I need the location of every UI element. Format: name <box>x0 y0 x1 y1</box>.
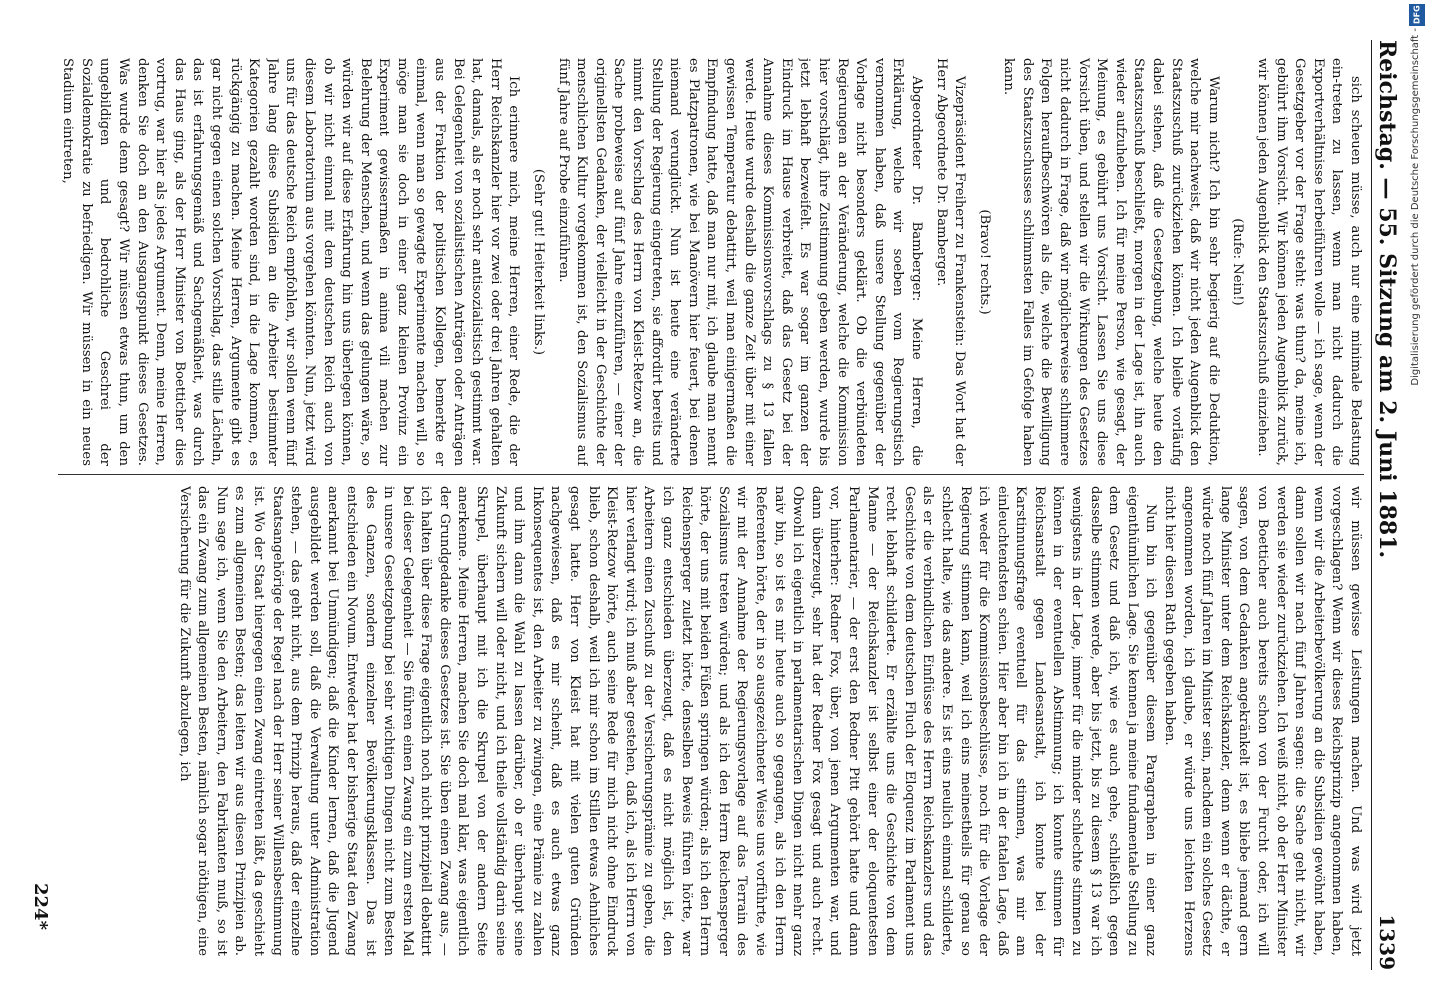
digitization-sidebar <box>1402 0 1432 1000</box>
digitization-note: Digitalisierung gefördert durch die Deutsche Forschungsgemeinschaft - <box>1410 28 1421 386</box>
left-interjection-3: (Sehr gut! Heiterkeit links.) <box>531 168 547 356</box>
left-paragraph-2: Warum nicht? Ich bin sehr begierig auf die Deduktion, welche mir nachweist, daß wir nicht jeden Augenblick den Staatszuschuß zurückziehen können. Ich bleibe vorläufig dabei stehen, daß die Gesetzgebung, welche heute den Staatszuschuß beschließt, morgen in der Lage ist, ihn auch wieder aufzuheben. Ich für meine Person, wie gesagt, der Meinung, es gebührt uns Vorsicht. Lassen Sie uns diese Vorsicht üben, und stellen wir die Wirkungen des Gesetzes nicht dadurch in Frage, daß wir möglicherweise schlimmere Folgen heraufbeschwören als die, welche die Bewilligung des Staatszuschusses schlimmsten Falles im Gefolge haben kann. <box>1001 58 1221 466</box>
page-signature-mark: 224* <box>30 883 51 930</box>
left-column <box>58 58 1364 466</box>
page-header-title: Reichstag. — 55. Sitzung am 2. Juni 1881. <box>1374 40 1400 559</box>
left-paragraph-1: sich scheuen müsse, auch nur eine minimale Belastung ein-treten zu lassen, wenn man nicht dadurch die Exportverhältnisse herbeiführen wolle — ich sage, wenn der Gesetzgeber vor der Frage steht: was thun? da, meine ich, gebührt ihm Vorsicht. Wir können jeden Augenblick zurück, wir können jeden Augenblick den Staatszuschuß einziehen. <box>1255 58 1363 466</box>
page-header <box>1371 40 1402 970</box>
left-paragraph-4: Ich erinnere mich, meine Herren, einer Rede, die der Herr Reichskanzler hier vor zwei oder drei Jahren gehalten hat, damals, als er noch sehr antisozialistisch gestimmt war. Bei Gelegenheit von sozialistischen Anträgen oder Anträgen aus der Fraktion der politischen Kollegen, bemerkte er einmal, wenn man so gewagte Experimente machen will, so möge man sie doch in einer ganz kleinen Provinz ein Experiment gewissermaßen in anima vili machen zur Belehrung der Menschen, und wenn das gelungen wäre, so würden wir auf diese Erfahrung hin uns überlegen können, ob wir nicht einmal mit dem deutschen Reich auch von diesem Laboratorium aus vorgehen könnten. Nun, jetzt wird uns für das deutsche Reich empfohlen, wir sollen wenn fünf Jahre lang diese Subsidien an die Arbeiter bestimmter Kategorien gezahlt worden sind, in die Lage kommen, es rückgängig zu machen. Meine Herren, Argumente gibt es gar nicht gegen einen solchen Vorschlag, das stille Lächeln, das ist erfahrungsgemäß und Sachgemäßheit, was durch das Haus ging, als der Herr Minister von Boetticher dies vortrug, war hier als jedes Argument. Denn, meine Herren, denken Sie doch an den Ausgangspunkt dieses Gesetzes. Was wurde denn gesagt? Wir müssen etwas thun, um den ungebildigen und bedrohliche Geschrei der Sozialdemokratie zu befriedigen. Wir müssen in ein neues Stadium eintreten, <box>60 58 522 466</box>
right-paragraph-1: wir müssen gewisse Leistungen machen. Und was wird jetzt vorgeschlagen? Wenn wir dieses Reichsprinzip angenommen haben, wenn wir die Arbeiterbevölkerung an die Subsidien gewöhnt haben, dann sollen wir nach fünf Jahren sagen: die Sache geht nicht, wir werden sie wieder zurückziehen. Ich weiß nicht, ob der Herr Minister von Boetticher auch bereits schon von der Furcht oder, ich will sagen, von dem Gedanken angekränkelt ist, es bliebe jemand gern lange Minister unter dem Reichskanzler, denn wenn er dächte, er würde noch fünf Jahren im Minister sein, nachdem ein solches Gesetz angenommen worden, ich glaube, er würde uns leichten Herzens nicht hier diesen Rath gegeben haben. <box>1162 486 1363 956</box>
column-divider <box>58 474 1364 475</box>
dfg-logo: DFG <box>1409 4 1425 26</box>
right-paragraph-2: Nun bin ich gegenüber diesem Paragraphen in einer ganz eigenthümlichen Lage. Sie kennen ja meine fundamentale Stellung zu dem Gesetz und daß ich, wie es auch gehe, schließlich gegen dasselbe stimmen werde, aber bis jetzt, bis zu diesem § 13 war ich wenigstens in der Lage, immer für die minder schlechte stimmen zu können in der eventuellen Abstimmung; ich konnte stimmen für Reichsanstalt gegen Landesanstalt, ich konnte bei der Karstinnungsfrage eventuell für das stimmen, was mir am einleuchtendsten schien. Hier aber bin ich in der fatalen Lage, daß ich weder für die Kommissionsbeschlüsse, noch für die Vorlage der Regierung stimmen kann, weil ich eins meinestheils für genau so schlecht halte, wie das andere. Es ist eins neulich einmal schilderte, als er die verbindlichen Einflüsse des Herrn Reichskanzlers und das Geschichte von dem deutschen Fluch der Eloquenz im Parlament uns recht lebhaft schilderte. Er erzählte uns die Geschichte von dem Manne — der Reichskanzler ist selbst einer der eloquentesten Parlamentarier, — der erst den Redner Pitt gehört hatte und dann vor, hinterher: Redner Fox, über, von jenen Argumenten war, und dann überzeugt, sehr hat der Redner Fox gesagt und auch recht. Obwohl ich eigentlich in parlamentarischen Dingen nicht mehr ganz naiv bin, so ist es mir heute auch so gegangen, als ich den Herrn Referenten hörte, der in so ausgezeichneter Weise uns vorführte, wie wir mit der Annahme der Regierungsvorlage auf das Terrain des Sozialismus treten würden; und als ich den Herrn Reichensperger hörte, der uns mit beiden Füßen springen würden; als ich den Herrn Reichensperger zuletzt hörte, denselben Beweis führen hörte, war ich ganz entschieden überzeugt, daß es nicht möglich ist, den Arbeitern einen Zuschuß zu der Versicherungsprämie zu geben, die hier verlangt wird; ich muß aber gestehen, daß ich, als ich Herrn von Kleist-Retzow hörte, auch seine Rede für mich nicht ohne Eindruck blieb, schon deshalb, weil ich mir schon im Stillen etwas Aehnliches gesagt hatte. Herr von Kleist hat mit vielen guten Gründen nachgewiesen, daß es mir scheint, daß es auch etwas ganz Inkonsequentes ist, den Arbeiter zu zwingen, eine Prämie zu zahlen und ihm dann die Wahl zu lassen darüber, ob er überhaupt seine Zukunft sichern will oder nicht, und ich theile vollständig darin seine Skrupel, überhaupt mit ich die Skrupel von der andern Seite anerkenne. Meine Herren, machen Sie doch mal klar, was eigentlich der Grundgedanke dieses Gesetzes ist. Sie üben einen Zwang aus, — ich halten über diese Frage eigentlich noch nicht prinzipiell debattirt bei dieser Gelegenheit — Sie führen einen Zwang ein zum ersten Mal in unsere Gesetzgebung bei sehr wichtigen Dingen nicht zum Besten des Ganzen, sondern einzelner Bevölkerungsklassen. Das ist entschieden ein Novum. Entweder hat der bisherige Staat den Zwang anerkannt bei Unmündigen; daß die Kinder lernen, daß die Jugend ausgebildet werden soll, daß die Verwaltung unter Administration stehen, — das geht nicht, aus dem Prinzip heraus, daß der einzelne Staatsangehörige der Regel nach der Herr seiner Willensbestimmung ist. Wo der Staat hiergegen einen Zwang eintreten läßt, da geschieht es zum allgemeinen Besten; das leiten wir aus diesen Prinzipien ab. Nun sage ich, wenn Sie den Arbeitern, den Fabrikanten muß, so ist das ein Zwang zum allgemeinen Besten, nämlich sogar nöthigen, eine Versicherung für die Zukunft abzulegen, ich <box>176 486 1159 956</box>
left-interjection-2: (Bravo! rechts.) <box>976 209 992 315</box>
left-paragraph-3: Abgeordneter Dr. Bamberger: Meine Herren, die Erklärung, welche wir soeben vom Regierungstisch vernommen haben, daß unsere Stellung gegenüber der Vorlage nicht besonders geklärt. Ob die verbündeten Regierungen an der Veränderung, welche die Kommission hier vorschlägt, ihre Zustimmung geben werden, wurde bis jetzt lebhaft bezweifelt. Es war sogar im ganzen der Eindruck im Hause verbreitet, daß das Gesetz bei der Annahme dieses Kommissionsvorschlags zu § 13 fallen werde. Heute wurde deshalb die ganze Zeit über mit einer gewissen Temperatur debattirt, weil man einigermaßen die Empfindung hatte, daß man nur mit, ich glaube man nennt es Platzpatronen, wie bei Manövern hier feuert, bei denen niemand verunglückt. Nun ist heute eine veränderte Stellung der Regierung eingetreten, sie affordirt bereits und nimmt den Vorschlag des Herrn von Kleist-Retzow an, die Sache probeweise auf fünf Jahre einzuführen, — einer der originellsten Gedanken, der vielleicht in der Geschichte der menschlichen Kultur vorgekommen ist, den Sozialismus auf fünf Jahre auf Probe einzuführen. <box>555 58 924 466</box>
page-number: 1339 <box>1375 914 1399 970</box>
right-column <box>58 486 1364 956</box>
left-interjection-1: (Rufe: Nein!) <box>1230 218 1246 306</box>
left-speaker-announcement: Vizepräsident Freiherr zu Frankenstein: Das Wort hat der Herr Abgeordnete Dr. Bamberger. <box>933 58 968 466</box>
